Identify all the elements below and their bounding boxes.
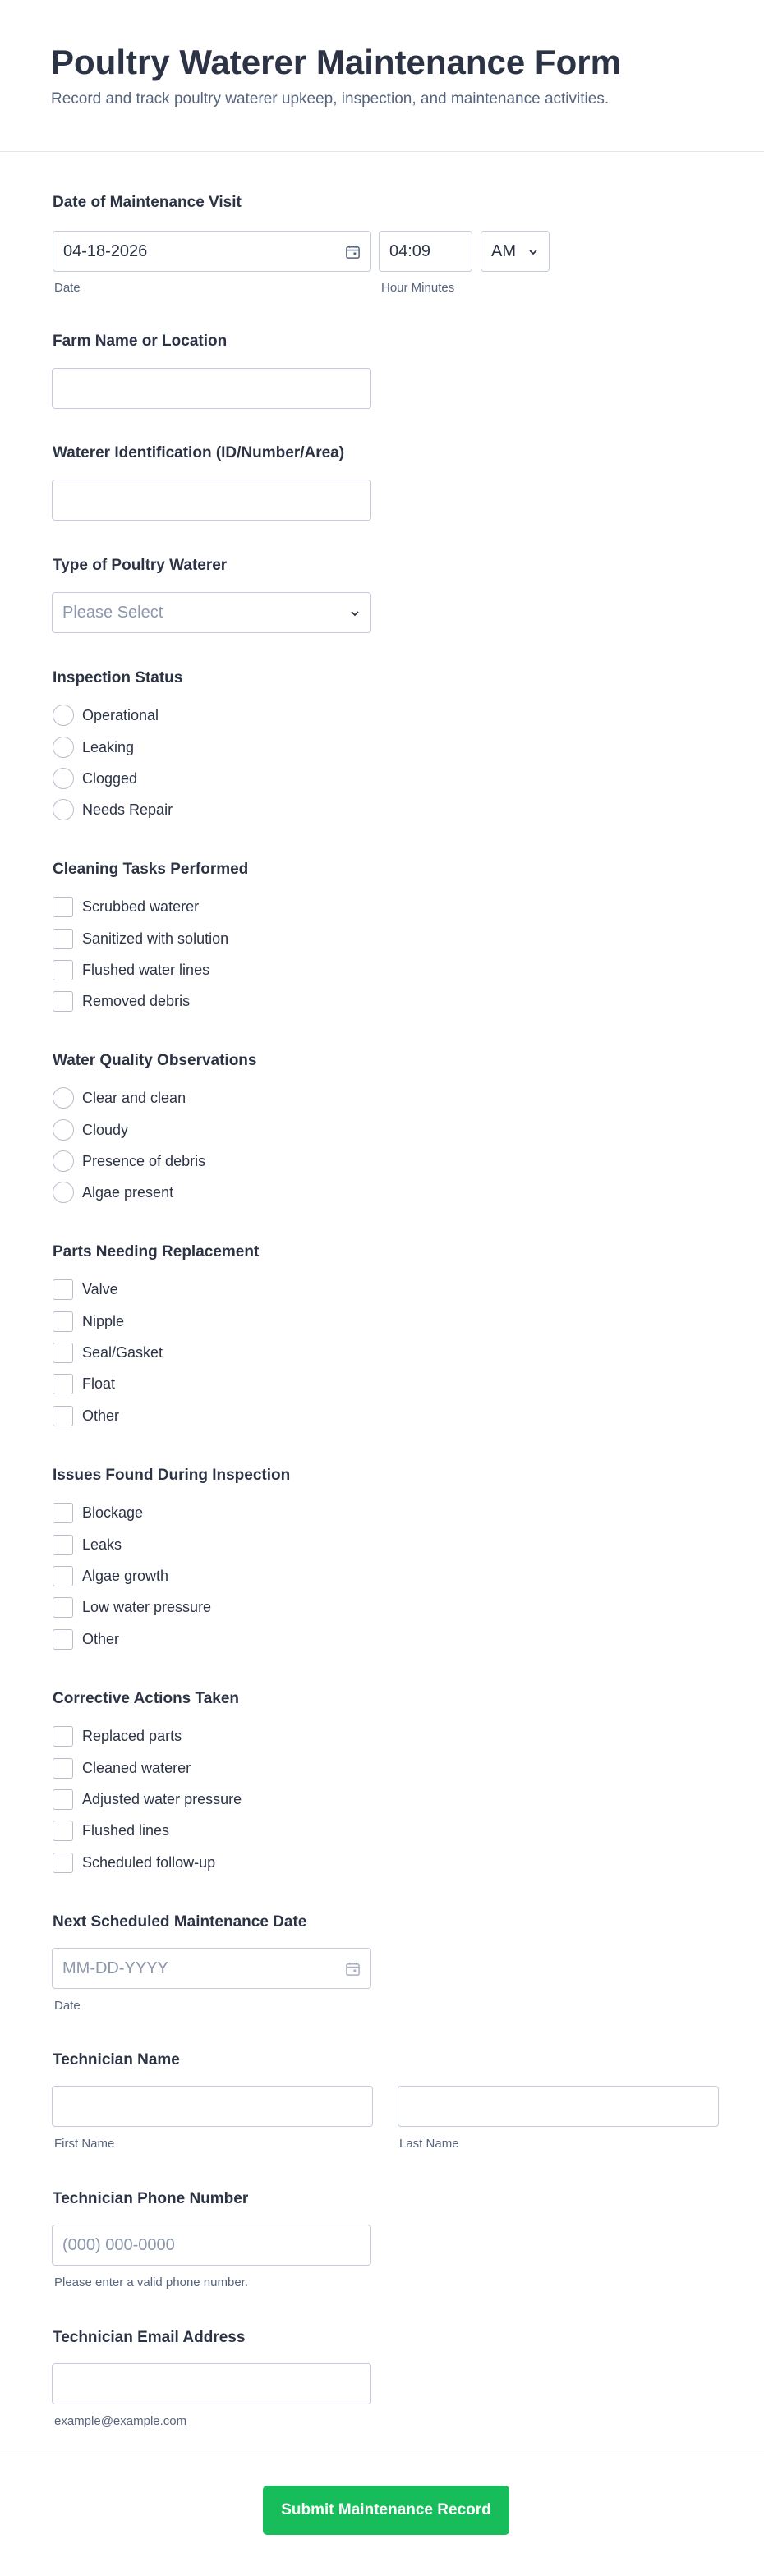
option-label: Float: [82, 1375, 116, 1392]
waterer-id-label: Waterer Identification (ID/Number/Area): [53, 444, 345, 461]
technician-phone-label: Technician Phone Number: [53, 2190, 249, 2207]
option-label: Removed debris: [82, 992, 191, 1009]
checkbox[interactable]: [53, 1629, 73, 1650]
next-date-input[interactable]: [52, 1948, 371, 1989]
checkbox-option[interactable]: [53, 1757, 191, 1779]
technician-name-question: [53, 2051, 711, 2158]
waterer-id-input[interactable]: [52, 480, 371, 521]
option-label: Presence of debris: [82, 1152, 206, 1169]
option-label: Replaced parts: [82, 1727, 182, 1744]
checkbox-option[interactable]: [53, 1789, 242, 1810]
waterer-id-question: [53, 444, 711, 526]
checkbox-option[interactable]: [53, 928, 228, 949]
checkbox-option[interactable]: [53, 990, 190, 1012]
checkbox-option[interactable]: [53, 1596, 211, 1618]
first-name-sublabel: First Name: [54, 2137, 115, 2151]
option-label: Blockage: [82, 1504, 144, 1521]
checkbox-option[interactable]: [53, 1565, 168, 1586]
checkbox-option[interactable]: [53, 1373, 115, 1394]
visit-time-value: 04:09: [389, 241, 431, 260]
radio-option[interactable]: [53, 799, 173, 820]
checkbox[interactable]: [53, 1821, 73, 1841]
checkbox-option[interactable]: [53, 1405, 119, 1426]
radio-option[interactable]: [53, 1182, 173, 1203]
option-label: Clear and clean: [82, 1089, 186, 1106]
ampm-select[interactable]: [481, 231, 550, 272]
option-label: Algae growth: [82, 1567, 169, 1584]
checkbox-option[interactable]: [53, 1311, 124, 1332]
option-label: Low water pressure: [82, 1598, 212, 1615]
checkbox[interactable]: [53, 1374, 73, 1394]
waterer-type-label: Type of Poultry Waterer: [53, 557, 228, 574]
email-input[interactable]: [52, 2363, 371, 2404]
radio-option[interactable]: [53, 1087, 186, 1109]
radio-button[interactable]: [53, 737, 74, 758]
checkbox[interactable]: [53, 1789, 73, 1810]
checkbox[interactable]: [53, 991, 73, 1012]
farm-input[interactable]: [52, 368, 371, 409]
checkbox[interactable]: [53, 1406, 73, 1426]
visit-date-sublabel: Date: [54, 281, 81, 295]
farm-question: [53, 333, 711, 415]
visit-time-sublabel: Hour Minutes: [381, 281, 455, 295]
option-label: Nipple: [82, 1312, 125, 1329]
radio-button[interactable]: [53, 705, 74, 726]
waterer-type-select[interactable]: [52, 592, 371, 633]
email-sublabel: example@example.com: [54, 2414, 187, 2428]
inspection-status-label: Inspection Status: [53, 669, 183, 686]
visit-time-input[interactable]: [379, 231, 472, 272]
checkbox[interactable]: [53, 1535, 73, 1555]
checkbox-option[interactable]: [53, 1628, 119, 1650]
waterer-type-question: [53, 557, 711, 639]
option-label: Clogged: [82, 769, 138, 787]
phone-sublabel: Please enter a valid phone number.: [54, 2275, 248, 2289]
visit-date-label: Date of Maintenance Visit: [53, 194, 242, 211]
parts-question: [53, 1243, 711, 1432]
form-title: Poultry Waterer Maintenance Form: [51, 43, 621, 81]
checkbox-option[interactable]: [53, 1502, 143, 1523]
technician-email-label: Technician Email Address: [53, 2329, 246, 2346]
checkbox-option[interactable]: [53, 1852, 215, 1873]
option-label: Valve: [82, 1280, 118, 1297]
option-label: Other: [82, 1407, 120, 1424]
chevron-down-icon: [527, 246, 539, 258]
farm-label: Farm Name or Location: [53, 333, 228, 350]
chevron-down-icon: [349, 608, 361, 619]
checkbox[interactable]: [53, 929, 73, 949]
checkbox-option[interactable]: [53, 1279, 118, 1300]
calendar-icon[interactable]: [345, 244, 361, 259]
calendar-icon[interactable]: [345, 1961, 361, 1977]
phone-input[interactable]: [52, 2225, 371, 2266]
checkbox[interactable]: [53, 1566, 73, 1586]
first-name-input[interactable]: [52, 2086, 373, 2127]
next-date-placeholder: MM-DD-YYYY: [62, 1958, 168, 1977]
last-name-sublabel: Last Name: [399, 2137, 459, 2151]
form-header: [0, 0, 764, 152]
next-date-question: [53, 1913, 711, 2020]
parts-label: Parts Needing Replacement: [53, 1243, 260, 1260]
option-label: Operational: [82, 706, 159, 723]
checkbox[interactable]: [53, 1279, 73, 1300]
technician-phone-question: [53, 2190, 711, 2297]
option-label: Flushed water lines: [82, 961, 210, 978]
option-label: Cloudy: [82, 1121, 129, 1138]
radio-button[interactable]: [53, 1087, 74, 1109]
option-label: Flushed lines: [82, 1821, 170, 1839]
technician-name-label: Technician Name: [53, 2051, 180, 2069]
radio-button[interactable]: [53, 768, 74, 789]
phone-placeholder: (000) 000-0000: [62, 2235, 175, 2254]
technician-email-question: [53, 2329, 711, 2436]
next-date-label: Next Scheduled Maintenance Date: [53, 1913, 307, 1931]
visit-date-value: 04-18-2026: [63, 241, 148, 260]
issues-question: [53, 1467, 711, 1655]
option-label: Leaks: [82, 1536, 122, 1553]
water-quality-question: [53, 1052, 711, 1208]
checkbox[interactable]: [53, 1597, 73, 1618]
checkbox-option[interactable]: [53, 1342, 163, 1363]
radio-option[interactable]: [53, 768, 137, 789]
checkbox[interactable]: [53, 1311, 73, 1332]
issues-label: Issues Found During Inspection: [53, 1467, 291, 1484]
radio-option[interactable]: [53, 1119, 128, 1141]
radio-button[interactable]: [53, 1182, 74, 1203]
checkbox[interactable]: [53, 1726, 73, 1747]
checkbox[interactable]: [53, 1343, 73, 1363]
option-label: Sanitized with solution: [82, 930, 229, 947]
checkbox-option[interactable]: [53, 1534, 122, 1555]
option-label: Cleaned waterer: [82, 1759, 191, 1776]
option-label: Scheduled follow-up: [82, 1853, 216, 1871]
visit-date-question: [53, 194, 711, 301]
checkbox[interactable]: [53, 1853, 73, 1873]
water-quality-label: Water Quality Observations: [53, 1052, 257, 1069]
checkbox[interactable]: [53, 897, 73, 917]
last-name-input[interactable]: [398, 2086, 719, 2127]
corrective-question: [53, 1690, 711, 1879]
checkbox[interactable]: [53, 960, 73, 980]
checkbox[interactable]: [53, 1503, 73, 1523]
checkbox-option[interactable]: [53, 1725, 182, 1747]
option-label: Leaking: [82, 738, 135, 755]
radio-button[interactable]: [53, 1119, 74, 1141]
radio-button[interactable]: [53, 799, 74, 820]
option-label: Algae present: [82, 1183, 174, 1201]
checkbox-option[interactable]: [53, 896, 199, 917]
checkbox-option[interactable]: [53, 959, 209, 980]
option-label: Needs Repair: [82, 801, 173, 818]
checkbox[interactable]: [53, 1758, 73, 1779]
ampm-value: AM: [491, 241, 516, 260]
cleaning-tasks-label: Cleaning Tasks Performed: [53, 861, 249, 878]
radio-option[interactable]: [53, 705, 159, 726]
inspection-status-question: [53, 669, 711, 825]
next-date-sublabel: Date: [54, 1999, 81, 2013]
corrective-label: Corrective Actions Taken: [53, 1690, 240, 1707]
option-label: Scrubbed waterer: [82, 898, 200, 915]
cleaning-tasks-question: [53, 861, 711, 1017]
option-label: Other: [82, 1630, 120, 1647]
radio-option[interactable]: [53, 1150, 205, 1172]
option-label: Seal/Gasket: [82, 1343, 163, 1361]
visit-date-input[interactable]: [53, 231, 371, 272]
radio-button[interactable]: [53, 1150, 74, 1172]
radio-option[interactable]: [53, 737, 134, 758]
option-label: Adjusted water pressure: [82, 1790, 242, 1807]
form-subtitle: Record and track poultry waterer upkeep, inspection, and maintenance activities.: [51, 90, 610, 108]
checkbox-option[interactable]: [53, 1820, 169, 1841]
submit-button[interactable]: Submit Maintenance Record: [263, 2486, 509, 2535]
waterer-type-placeholder: Please Select: [62, 603, 163, 622]
